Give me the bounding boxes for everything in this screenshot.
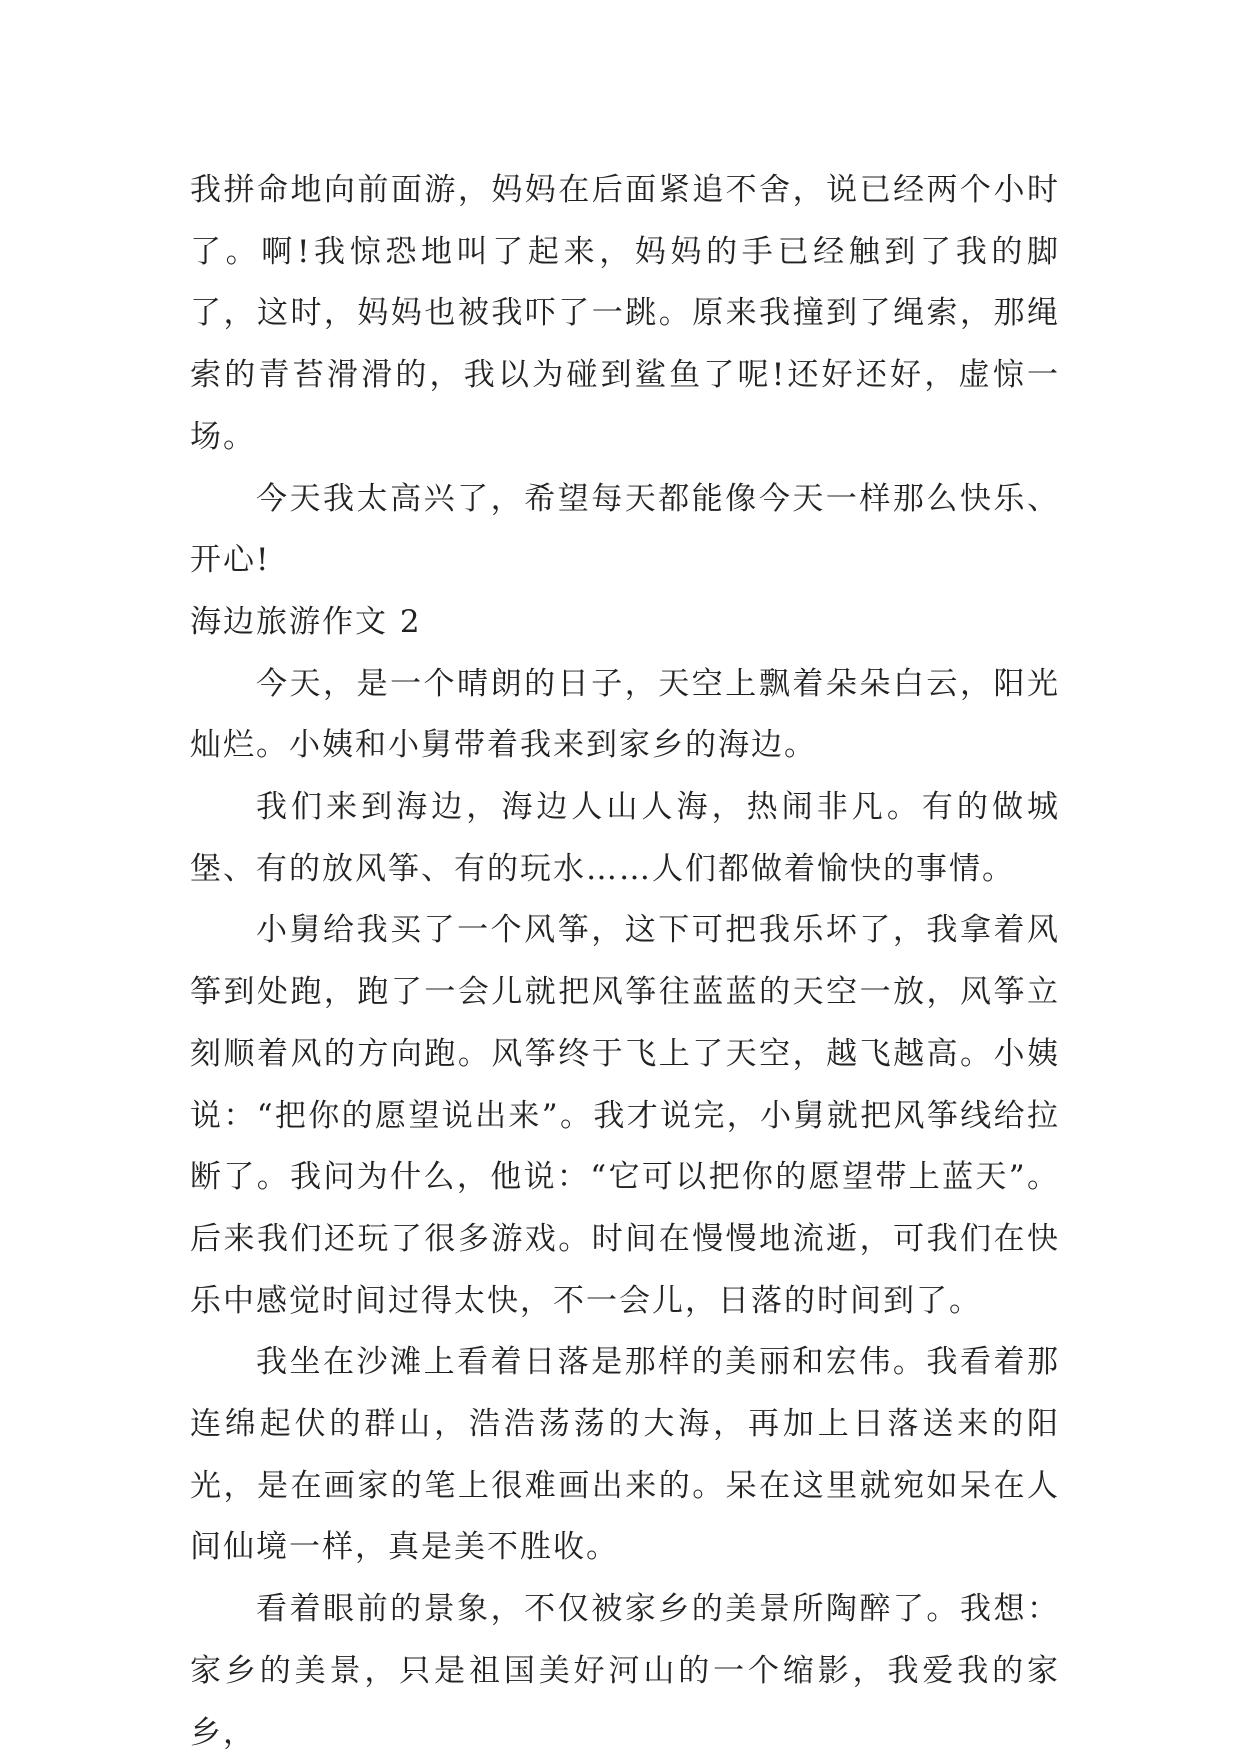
paragraph-swimming-scare: 我拼命地向前面游，妈妈在后面紧追不舍，说已经两个小时了。啊!我惊恐地叫了起来，妈妈的手已经触到了我的脚了，这时，妈妈也被我吓了一跳。原来我撞到了绳索，那绳索的青苔滑滑的，我以为碰到鲨鱼了呢!还好还好，虚惊一场。 (190, 172, 1060, 455)
paragraph-hometown: 看着眼前的景象，不仅被家乡的美景所陶醉了。我想：家乡的美景，只是祖国美好河山的一个缩影，我爱我的家乡， (190, 1591, 1060, 1751)
paragraph-sunny-day: 今天，是一个晴朗的日子，天空上飘着朵朵白云，阳光灿烂。小姨和小舅带着我来到家乡的海边。 (190, 665, 1060, 764)
document-page (190, 160, 1060, 1764)
essay-title: 海边旅游作文 2 (190, 603, 422, 640)
paragraph-sunset: 我坐在沙滩上看着日落是那样的美丽和宏伟。我看着那连绵起伏的群山，浩浩荡荡的大海，再加上日落送来的阳光，是在画家的笔上很难画出来的。呆在这里就宛如呆在人间仙境一样，真是美不胜收。 (190, 1344, 1060, 1566)
paragraph-crowded-beach: 我们来到海边，海边人山人海，热闹非凡。有的做城堡、有的放风筝、有的玩水……人们都做着愉快的事情。 (190, 789, 1060, 887)
paragraph-happy-day: 今天我太高兴了，希望每天都能像今天一样那么快乐、开心! (190, 480, 1060, 579)
paragraph-kite: 小舅给我买了一个风筝，这下可把我乐坏了，我拿着风筝到处跑，跑了一会儿就把风筝往蓝蓝的天空一放，风筝立刻顺着风的方向跑。风筝终于飞上了天空，越飞越高。小姨说：“把你的愿望说出来”。我才说完，小舅就把风筝线给拉断了。我问为什么，他说：“它可以把你的愿望带上蓝天”。后来我们还玩了很多游戏。时间在慢慢地流逝，可我们在快乐中感觉时间过得太快，不一会儿，日落的时间到了。 (190, 912, 1060, 1319)
